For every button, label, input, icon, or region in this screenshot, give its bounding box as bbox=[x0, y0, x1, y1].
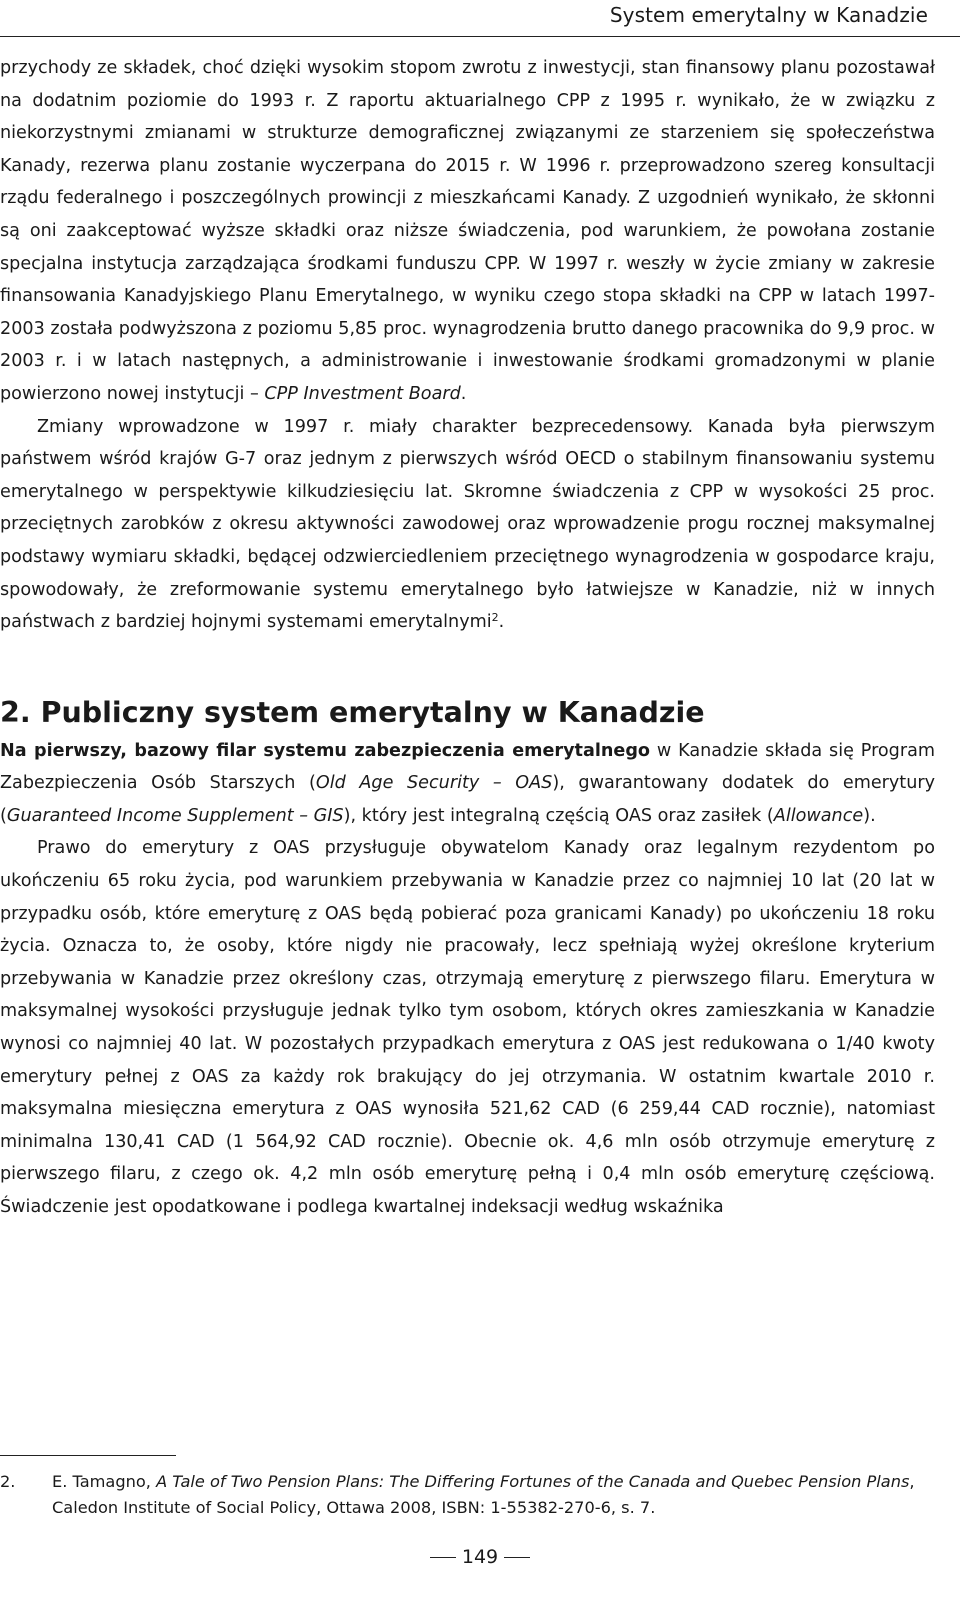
page-number bbox=[0, 1543, 960, 1571]
page-body bbox=[0, 52, 935, 1224]
header-rule bbox=[0, 36, 960, 37]
paragraph-first-pillar bbox=[0, 735, 935, 833]
footnote-author: E. Tamagno, bbox=[52, 1472, 157, 1491]
footnote-publisher: , Caledon Institute of Social Policy, Ottawa 2008, ISBN: 1-55382-270-6, s. 7. bbox=[52, 1472, 915, 1517]
paragraph-reform bbox=[0, 411, 935, 639]
bold-lead: Na pierwszy, bazowy filar systemu zabezpieczenia emerytalnego bbox=[0, 740, 651, 761]
italic-term: Allowance bbox=[773, 805, 864, 826]
footnote-title: A Tale of Two Pension Plans: The Differing Fortunes of the Canada and Quebec Pension Plans bbox=[156, 1472, 910, 1491]
footnote bbox=[0, 1469, 935, 1521]
footnote-number: 2. bbox=[0, 1472, 16, 1491]
section-heading: 2. Publiczny system emerytalny w Kanadzie bbox=[0, 695, 705, 729]
footnote-rule bbox=[0, 1455, 176, 1456]
paragraph-end: . bbox=[460, 383, 467, 404]
paragraph-text: w Kanadzie składa się Program Zabezpieczenia Osób Starszych ( bbox=[0, 740, 936, 794]
footnote-reference[interactable]: 2 bbox=[491, 611, 499, 625]
paragraph-end: ). bbox=[863, 805, 876, 826]
paragraph-text: Zmiany wprowadzone w 1997 r. miały charakter bezprecedensowy. Kanada była pierwszym państwem wśród krajów G-7 oraz jednym z pierwszych wśród OECD o stabilnym finansowaniu systemu emerytalnego w perspektywie kilkudziesięciu lat. Skromne świadczenia z CPP w wysokości 25 proc. przeciętnych zarobków z okresu aktywności zawodowej oraz wprowadzenie progu rocznej maksymalnej podstawy wymiaru składki, będącej odzwierciedleniem przeciętnego wynagrodzenia w gospodarce kraju, spowodowały, że zreformowanie systemu emerytalnego było łatwiejsze w Kanadzie, niż w innych państwach z bardziej hojnymi systemami emerytalnymi bbox=[0, 416, 935, 633]
page-number-value: 149 bbox=[461, 1546, 499, 1568]
dash-right bbox=[504, 1557, 530, 1558]
paragraph-end: . bbox=[498, 612, 505, 633]
paragraph-text: przychody ze składek, choć dzięki wysokim stopom zwrotu z inwestycji, stan finansowy planu pozostawał na dodatnim poziomie do 1993 r. Z raportu aktuarialnego CPP z 1995 r. wynikało, że w związku z niekorzystnymi zmianami w strukturze demograficznej związanymi ze starzeniem się społeczeństwa Kanady, rezerwa planu zostanie wyczerpana do 2015 r. W 1996 r. przeprowadzono szereg konsultacji rządu federalnego i poszczególnych prowincji z mieszkańcami Kanady. Z uzgodnień wynikało, że skłonni są oni zaakceptować wyższe składki oraz niższe świadczenia, pod warunkiem, że powołana zostanie specjalna instytucja zarządzająca środkami funduszu CPP. W 1997 r. weszły w życie zmiany w zakresie finansowania Kanadyjskiego Planu Emerytalnego, w wyniku czego stopa składki na CPP w latach 1997-2003 została podwyższona z poziomu 5,85 proc. wynagrodzenia brutto danego pracownika do 9,9 proc. w 2003 r. i w latach następnych, a administrowanie i inwestowanie środkami gromadzonymi w planie powierzono nowej instytucji – bbox=[0, 58, 935, 404]
paragraph-text: ), który jest integralną częścią OAS oraz zasiłek ( bbox=[343, 805, 774, 826]
paragraph-continuation bbox=[0, 52, 935, 411]
paragraph-text: ), gwarantowany dodatek do emerytury ( bbox=[0, 773, 935, 826]
italic-term: Old Age Security – OAS bbox=[315, 773, 553, 794]
italic-term: CPP Investment Board bbox=[264, 383, 461, 404]
footnote-text bbox=[52, 1469, 935, 1521]
running-head: System emerytalny w Kanadzie bbox=[609, 3, 928, 27]
italic-term: Guaranteed Income Supplement – GIS bbox=[6, 805, 344, 826]
dash-left bbox=[430, 1557, 456, 1558]
paragraph-oas-eligibility: Prawo do emerytury z OAS przysługuje obywatelom Kanady oraz legalnym rezydentom po ukończeniu 65 roku życia, pod warunkiem przebywania w Kanadzie przez co najmniej 10 lat (20 lat w przypadku osób, które emeryturę z OAS będą pobierać poza granicami Kanady) po ukończeniu 18 roku życia. Oznacza to, że osoby, które nigdy nie pracowały, lecz spełniają wyżej określone kryterium przebywania w Kanadzie przez określony czas, otrzymają emeryturę z pierwszego filaru. Emerytura w maksymalnej wysokości przysługuje jednak tylko tym osobom, których okres zamieszkania w Kanadzie wynosi co najmniej 40 lat. W pozostałych przypadkach emerytura z OAS jest redukowana o 1/40 kwoty emerytury pełnej z OAS za każdy rok brakujący do jej otrzymania. W ostatnim kwartale 2010 r. maksymalna miesięczna emerytura z OAS wynosiła 521,62 CAD (6 259,44 CAD rocznie), natomiast minimalna 130,41 CAD (1 564,92 CAD rocznie). Obecnie ok. 4,6 mln osób otrzymuje emeryturę z pierwszego filaru, z czego ok. 4,2 mln osób emeryturę pełną i 0,4 mln osób emeryturę częściową. Świadczenie jest opodatkowane i podlega kwartalnej indeksacji według wskaźnika bbox=[0, 838, 935, 1217]
